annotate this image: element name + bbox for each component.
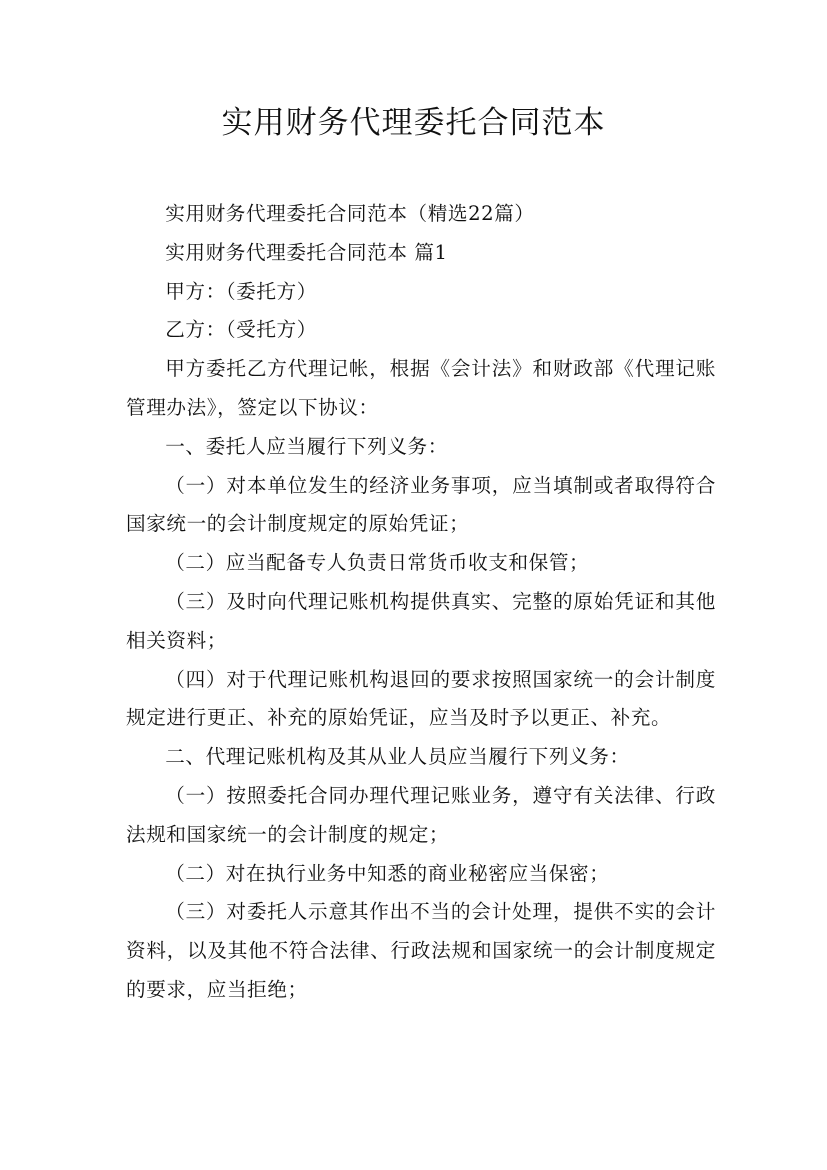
paragraph-clause-1-item-3: （三）及时向代理记账机构提供真实、完整的原始凭证和其他相关资料； (126, 589, 716, 652)
paragraph-intro: 甲方委托乙方代理记帐，根据《会计法》和财政部《代理记账管理办法》，签定以下协议： (126, 357, 716, 419)
paragraph-clause-2-item-3: （三）对委托人示意其作出不当的会计处理，提供不实的会计资料，以及其他不符合法律、行政法规和国家统一的会计制度规定的要求，应当拒绝； (126, 900, 716, 1001)
document-body (126, 195, 716, 1010)
paragraph-clause-1-item-2: （二）应当配备专人负责日常货币收支和保管； (165, 551, 590, 575)
paragraph-clause-1-item-1: （一）对本单位发生的经济业务事项，应当填制或者取得符合国家统一的会计制度规定的原始凭证； (126, 473, 716, 536)
paragraph-clause-1-heading: 一、委托人应当履行下列义务： (165, 434, 448, 458)
paragraph-party-b: 乙方：（受托方） (165, 318, 317, 342)
paragraph-party-a: 甲方：（委托方） (165, 279, 317, 303)
paragraph-subtitle: 实用财务代理委托合同范本（精选22篇） (165, 202, 535, 225)
paragraph-clause-1-item-4: （四）对于代理记账机构退回的要求按照国家统一的会计制度规定进行更正、补充的原始凭证，应当及时予以更正、补充。 (126, 667, 716, 730)
document-title: 实用财务代理委托合同范本 (221, 105, 606, 141)
paragraph-clause-2-item-1: （一）按照委托合同办理代理记账业务，遵守有关法律、行政法规和国家统一的会计制度的规定； (126, 783, 716, 846)
paragraph-clause-2-item-2: （二）对在执行业务中知悉的商业秘密应当保密； (165, 861, 610, 885)
paragraph-section-heading: 实用财务代理委托合同范本 篇1 (165, 240, 448, 264)
paragraph-clause-2-heading: 二、代理记账机构及其从业人员应当履行下列义务： (165, 745, 630, 769)
